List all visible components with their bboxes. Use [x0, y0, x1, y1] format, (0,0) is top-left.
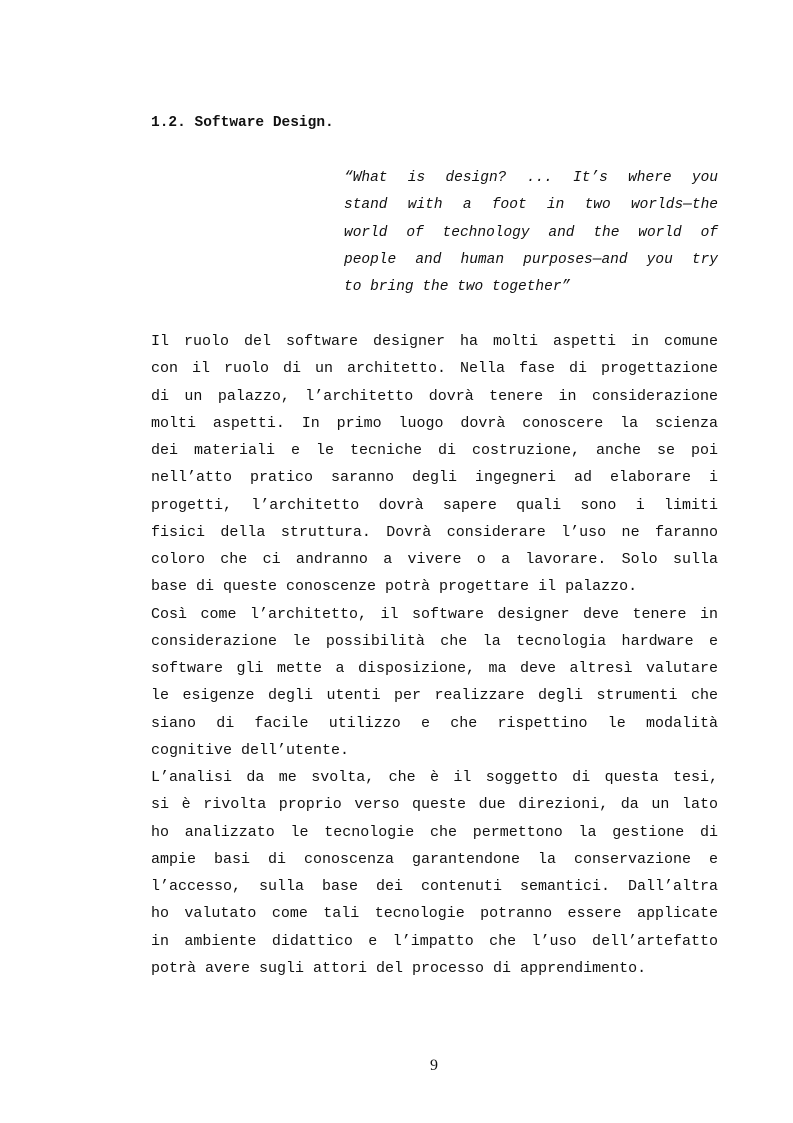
body-line: base di queste conoscenze potrà progettare il palazzo.: [151, 578, 638, 596]
body-line: potrà avere sugli attori del processo di apprendimento.: [151, 959, 647, 977]
body-line: L’analisi da me svolta, che è il soggetto di questa tesi,: [151, 769, 718, 786]
body-line: le esigenze degli utenti per realizzare degli strumenti che: [151, 687, 718, 705]
body-text: [151, 328, 718, 982]
body-line: di un palazzo, l’architetto dovrà tenere in considerazione: [151, 387, 718, 405]
body-line: cognitive dell’utente.: [151, 741, 350, 759]
body-line: con il ruolo di un architetto. Nella fase di progettazione: [151, 360, 718, 378]
epigraph-line: stand with a foot in two worlds—the: [344, 197, 718, 214]
body-line: dei materiali e le tecniche di costruzione, anche se poi: [151, 442, 718, 459]
body-line: molti aspetti. In primo luogo dovrà conoscere la scienza: [151, 414, 718, 432]
epigraph-quote: [344, 165, 718, 301]
body-line: ho valutato come tali tecnologie potranno essere applicate: [151, 905, 718, 923]
body-line: considerazione le possibilità che la tecnologia hardware e: [151, 632, 718, 650]
body-line: in ambiente didattico e l’impatto che l’uso dell’artefatto: [151, 932, 718, 950]
body-line: nell’atto pratico saranno degli ingegneri ad elaborare i: [151, 469, 718, 487]
body-line: siano di facile utilizzo e che rispettino le modalità: [151, 714, 718, 732]
epigraph-line: people and human purposes—and you try: [344, 251, 718, 268]
epigraph-line: “What is design? ... It’s where you: [344, 170, 718, 186]
body-line: si è rivolta proprio verso queste due direzioni, da un lato: [151, 796, 718, 814]
body-line: progetti, l’architetto dovrà sapere quali sono i limiti: [151, 496, 718, 514]
epigraph-line: to bring the two together”: [344, 279, 571, 296]
epigraph-line: world of technology and the world of: [344, 224, 718, 241]
body-line: ho analizzato le tecnologie che permettono la gestione di: [151, 823, 718, 841]
body-line: Il ruolo del software designer ha molti aspetti in comune: [151, 333, 718, 350]
body-line: ampie basi di conoscenza garantendone la conservazione e: [151, 850, 718, 868]
section-heading: 1.2. Software Design.: [151, 115, 334, 131]
body-line: Così come l’architetto, il software designer deve tenere in: [151, 605, 718, 623]
body-line: fisici della struttura. Dovrà considerare l’uso ne faranno: [151, 523, 718, 541]
body-line: software gli mette a disposizione, ma deve altresì valutare: [151, 660, 718, 677]
body-line: l’accesso, sulla base dei contenuti semantici. Dall’altra: [151, 878, 718, 895]
body-line: coloro che ci andranno a vivere o a lavorare. Solo sulla: [151, 551, 718, 568]
page-number: 9: [430, 1057, 438, 1074]
